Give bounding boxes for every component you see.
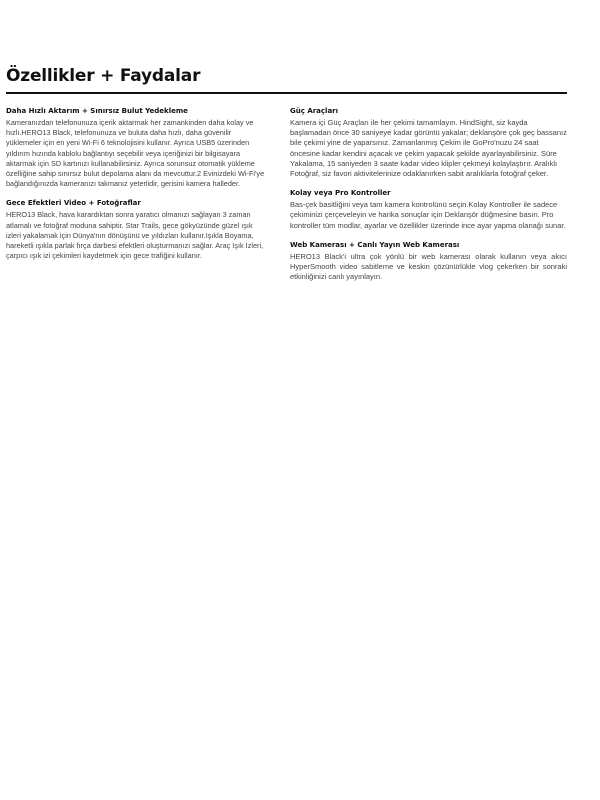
section-heading: Gece Efektleri Video + Fotoğraflar <box>6 199 141 208</box>
page-title: Özellikler + Faydalar <box>6 66 201 86</box>
section-fast-transfer <box>6 106 268 189</box>
section-heading: Kolay veya Pro Kontroller <box>290 189 391 198</box>
section-body: Bas-çek basitliğini veya tam kamera kontrolünü seçin.Kolay Kontroller ile sadece çekiminizi çerçeveleyin ve harika sonuçlar için Deklanşör düğmesine basın. Pro kontroller tüm modlar, ayarlar ve özellikler üzerinde ince ayar yapma olanağı sunar. <box>290 200 566 230</box>
section-body: HERO13 Black'i ultra çok yönlü bir web kamerası olarak kullanın veya akıcı HyperSmooth video sabitleme ve keskin çözünürlükle vlog çekerken bir sonraki etkinliğinizi canlı yayınlayın. <box>290 251 567 282</box>
section-controls <box>290 188 567 231</box>
right-column <box>290 106 567 291</box>
section-heading: Daha Hızlı Aktarım + Sınırsız Bulut Yedekleme <box>6 107 188 115</box>
section-heading: Web Kamerası + Canlı Yayın Web Kamerası <box>290 240 460 249</box>
left-column <box>6 106 268 270</box>
title-divider <box>6 92 567 94</box>
section-heading: Güç Araçları <box>290 107 339 115</box>
section-night-effects <box>6 198 268 261</box>
section-body: HERO13 Black, hava karardıktan sonra yaratıcı olmanızı sağlayan 3 zaman atlamalı ve fotoğraf moduna sahiptir. Star Trails, gece gökyüzünde güzel ışık izleri yakalamak için Dünya'nın dönüşünü ve yıldızları kullanır.Işıkla Boyama, hareketli ışıkla parlak fırça darbesi efektleri oluşturmanızı sağlar. Araç Işık İzleri, çarpıcı ışık izi çekimleri kaydetmek için gece trafiğini kullanır. <box>6 210 264 261</box>
section-body: Kameranızdan telefonunuza içerik aktarmak her zamankinden daha kolay ve hızlı.HERO13 Black, telefonunuza ve buluta daha hızlı, daha güvenilir yüklemeler için en yeni Wi-Fi 6 teknolojisini kullanır. Ayrıca USB5 üzerinden yıldırım hızında kablolu bağlantıyı seçebilir veya içeriğinizi bir bilgisayara aktarmak için SD kartınızı kullanabilirsiniz. Ayrıca sorunsuz otomatik yükleme özelliğine sahip sınırsız bulut depolama alanı da mevcuttur.2 Evinizdeki Wi-Fi'ye bağlandığınızda kameranızı takmanız yeterlidir, gerisini kamera halleder. <box>6 118 265 189</box>
section-webcam <box>290 240 567 283</box>
section-body: Kamera içi Güç Araçları ile her çekimi tamamlayın. HindSight, siz kayda başlamadan önce 30 saniyeye kadar görüntü yakalar; deklanşöre çok geç bassanız bile çekimi yine de yaparsınız. Zamanlanmış Çekim ile GoPro'nuzu 24 saat öncesine kadar kendini açacak ve çekim yapacak şekilde ayarlayabilirsiniz. Süre Yakalama, 15 saniyeden 3 saate kadar video klipler çekmeyi kolaylaştırır. Aralıklı Fotoğraf, siz favori aktivitelerinize odaklanırken sabit aralıklarla fotoğraf çeker. <box>290 118 567 179</box>
section-power-tools <box>290 106 567 179</box>
